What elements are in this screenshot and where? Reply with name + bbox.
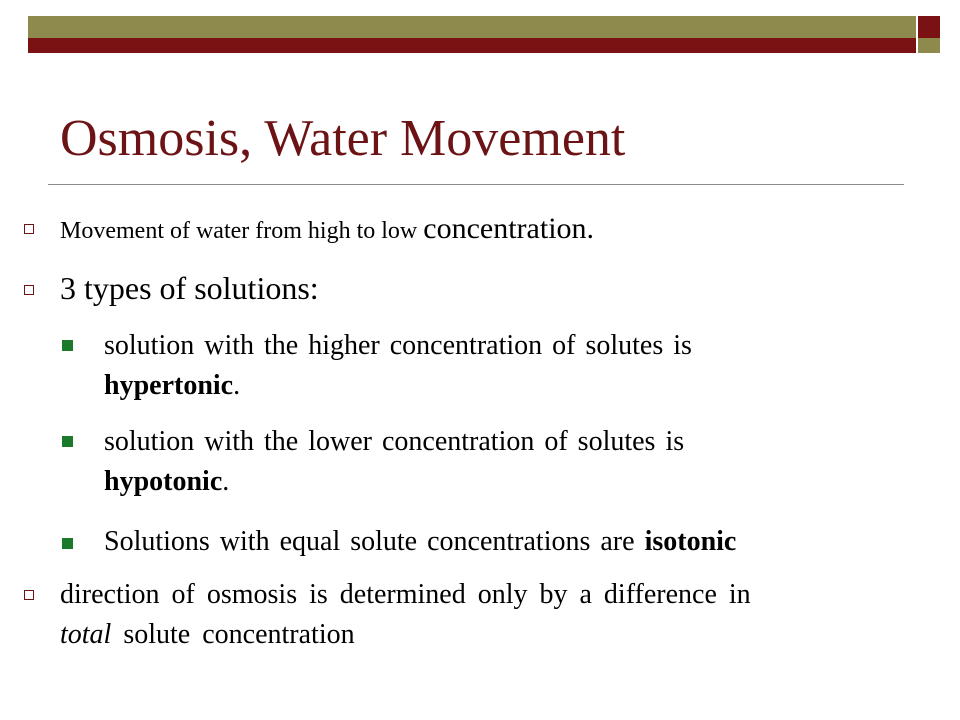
filled-square-bullet-icon: [62, 340, 73, 351]
bullet-three-types: 3 types of solutions:: [60, 270, 319, 306]
bullet-direction-line1: direction of osmosis is determined only by a difference in: [60, 579, 751, 610]
term-isotonic: isotonic: [644, 526, 737, 557]
term-hypotonic: hypotonic: [104, 466, 223, 497]
hollow-square-bullet-icon: [24, 590, 34, 600]
punctuation: .: [222, 466, 230, 497]
hollow-square-bullet-icon: [24, 285, 34, 295]
hollow-square-bullet-icon: [24, 224, 34, 234]
filled-square-bullet-icon: [62, 538, 73, 549]
bullet-text: Movement of water from high to low: [60, 218, 424, 244]
sub-bullet-hypertonic-line1: solution with the higher concentration of solutes is: [104, 330, 692, 361]
bullet-movement-of-water: [60, 214, 594, 246]
term-hypertonic: hypertonic: [104, 370, 234, 401]
punctuation: .: [233, 370, 241, 401]
sub-bullet-isotonic: [104, 522, 736, 562]
term-total: total: [60, 619, 112, 650]
bullet-text: Solutions with equal solute concentrations are: [104, 526, 645, 557]
sub-bullet-hypotonic-line2: [104, 462, 229, 502]
bullet-text: solute concentration: [111, 619, 355, 650]
slide-title: Osmosis, Water Movement: [60, 110, 626, 167]
bullet-text-emphasis: concentration.: [423, 212, 595, 245]
filled-square-bullet-icon: [62, 436, 73, 447]
sub-bullet-hypotonic-line1: solution with the lower concentration of solutes is: [104, 426, 685, 457]
sub-bullet-hypertonic-line2: [104, 366, 240, 406]
bullet-direction-line2: [60, 615, 355, 655]
